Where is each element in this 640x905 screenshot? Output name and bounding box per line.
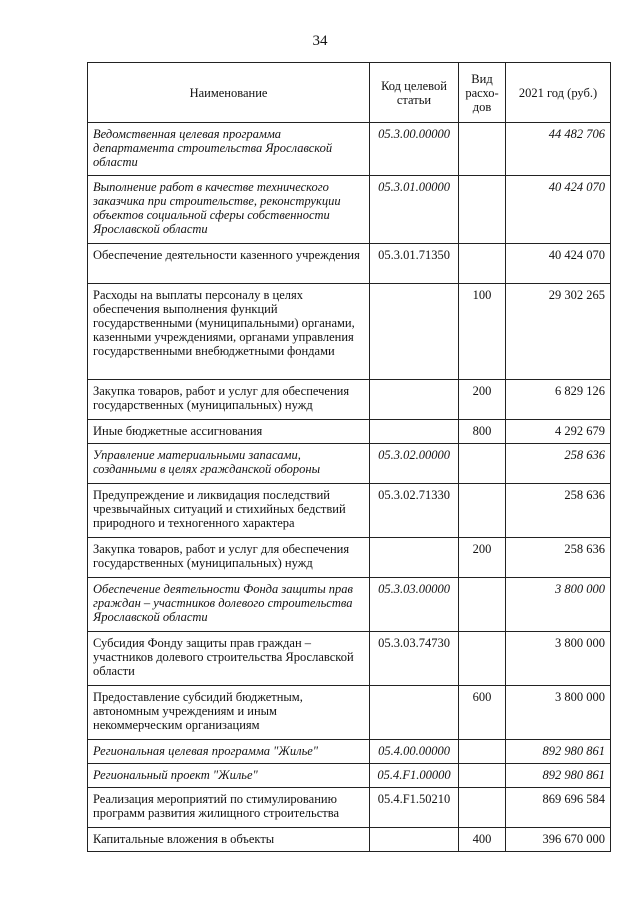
cell-type bbox=[459, 578, 506, 632]
table-row bbox=[88, 244, 611, 284]
table-row bbox=[88, 740, 611, 764]
cell-type: 400 bbox=[459, 828, 506, 852]
cell-sum: 44 482 706 bbox=[506, 123, 611, 176]
cell-sum: 258 636 bbox=[506, 484, 611, 538]
cell-sum: 4 292 679 bbox=[506, 420, 611, 444]
table-row bbox=[88, 764, 611, 788]
table-row bbox=[88, 284, 611, 380]
cell-code: 05.3.03.00000 bbox=[370, 578, 459, 632]
cell-name: Капитальные вложения в объекты bbox=[88, 828, 370, 852]
cell-name: Региональная целевая программа "Жилье" bbox=[88, 740, 370, 764]
cell-code: 05.3.00.00000 bbox=[370, 123, 459, 176]
table-row bbox=[88, 828, 611, 852]
table-row bbox=[88, 788, 611, 828]
cell-name: Управление материальными запасами, созданными в целях гражданской обороны bbox=[88, 444, 370, 484]
cell-sum: 892 980 861 bbox=[506, 764, 611, 788]
cell-sum: 3 800 000 bbox=[506, 632, 611, 686]
cell-name: Закупка товаров, работ и услуг для обеспечения государственных (муниципальных) нужд bbox=[88, 380, 370, 420]
cell-code: 05.3.01.00000 bbox=[370, 176, 459, 244]
cell-code bbox=[370, 828, 459, 852]
cell-sum: 29 302 265 bbox=[506, 284, 611, 380]
cell-type bbox=[459, 176, 506, 244]
table-row bbox=[88, 686, 611, 740]
cell-type bbox=[459, 740, 506, 764]
cell-code: 05.3.02.00000 bbox=[370, 444, 459, 484]
table-row bbox=[88, 484, 611, 538]
header-type: Вид расхо-дов bbox=[459, 63, 506, 123]
header-code: Код целевой статьи bbox=[370, 63, 459, 123]
cell-sum: 892 980 861 bbox=[506, 740, 611, 764]
cell-name: Обеспечение деятельности казенного учреждения bbox=[88, 244, 370, 284]
cell-sum: 40 424 070 bbox=[506, 176, 611, 244]
cell-code: 05.3.01.71350 bbox=[370, 244, 459, 284]
cell-name: Выполнение работ в качестве технического заказчика при строительстве, реконструкции объектов социальной сферы собственности Ярославской области bbox=[88, 176, 370, 244]
cell-code: 05.4.F1.00000 bbox=[370, 764, 459, 788]
cell-name: Региональный проект "Жилье" bbox=[88, 764, 370, 788]
cell-code: 05.4.00.00000 bbox=[370, 740, 459, 764]
cell-sum: 396 670 000 bbox=[506, 828, 611, 852]
table-row bbox=[88, 632, 611, 686]
cell-name: Иные бюджетные ассигнования bbox=[88, 420, 370, 444]
cell-sum: 869 696 584 bbox=[506, 788, 611, 828]
cell-type: 800 bbox=[459, 420, 506, 444]
cell-name: Субсидия Фонду защиты прав граждан – участников долевого строительства Ярославской области bbox=[88, 632, 370, 686]
cell-type: 200 bbox=[459, 538, 506, 578]
cell-name: Предупреждение и ликвидация последствий чрезвычайных ситуаций и стихийных бедствий природного и техногенного характера bbox=[88, 484, 370, 538]
cell-code: 05.4.F1.50210 bbox=[370, 788, 459, 828]
table-body bbox=[88, 123, 611, 852]
cell-type bbox=[459, 444, 506, 484]
cell-name: Предоставление субсидий бюджетным, автономным учреждениям и иным некоммерческим организациям bbox=[88, 686, 370, 740]
table-row bbox=[88, 123, 611, 176]
table-row bbox=[88, 420, 611, 444]
cell-name: Закупка товаров, работ и услуг для обеспечения государственных (муниципальных) нужд bbox=[88, 538, 370, 578]
cell-name: Расходы на выплаты персоналу в целях обеспечения выполнения функций государственными (муниципальными) органами, казенными учреждениями, органами управления государственными внебюджетными фондами bbox=[88, 284, 370, 380]
cell-type: 200 bbox=[459, 380, 506, 420]
cell-type bbox=[459, 123, 506, 176]
cell-type: 600 bbox=[459, 686, 506, 740]
page-number: 34 bbox=[312, 33, 328, 49]
cell-sum: 258 636 bbox=[506, 538, 611, 578]
cell-code bbox=[370, 686, 459, 740]
header-sum: 2021 год (руб.) bbox=[506, 63, 611, 123]
header-name: Наименование bbox=[88, 63, 370, 123]
table-row bbox=[88, 176, 611, 244]
cell-sum: 3 800 000 bbox=[506, 578, 611, 632]
table-row bbox=[88, 578, 611, 632]
cell-code: 05.3.02.71330 bbox=[370, 484, 459, 538]
cell-type bbox=[459, 244, 506, 284]
cell-sum: 258 636 bbox=[506, 444, 611, 484]
cell-code bbox=[370, 380, 459, 420]
cell-type bbox=[459, 632, 506, 686]
cell-name: Реализация мероприятий по стимулированию программ развития жилищного строительства bbox=[88, 788, 370, 828]
cell-code bbox=[370, 538, 459, 578]
budget-table bbox=[87, 62, 611, 852]
table-row bbox=[88, 380, 611, 420]
cell-code bbox=[370, 284, 459, 380]
table-row bbox=[88, 538, 611, 578]
cell-type: 100 bbox=[459, 284, 506, 380]
table-row bbox=[88, 444, 611, 484]
cell-sum: 6 829 126 bbox=[506, 380, 611, 420]
cell-sum: 40 424 070 bbox=[506, 244, 611, 284]
cell-type bbox=[459, 764, 506, 788]
table-header-row bbox=[88, 63, 611, 123]
cell-type bbox=[459, 788, 506, 828]
cell-code: 05.3.03.74730 bbox=[370, 632, 459, 686]
cell-name: Ведомственная целевая программа департамента строительства Ярославской области bbox=[88, 123, 370, 176]
cell-type bbox=[459, 484, 506, 538]
cell-name: Обеспечение деятельности Фонда защиты прав граждан – участников долевого строительства Ярославской области bbox=[88, 578, 370, 632]
cell-sum: 3 800 000 bbox=[506, 686, 611, 740]
cell-code bbox=[370, 420, 459, 444]
